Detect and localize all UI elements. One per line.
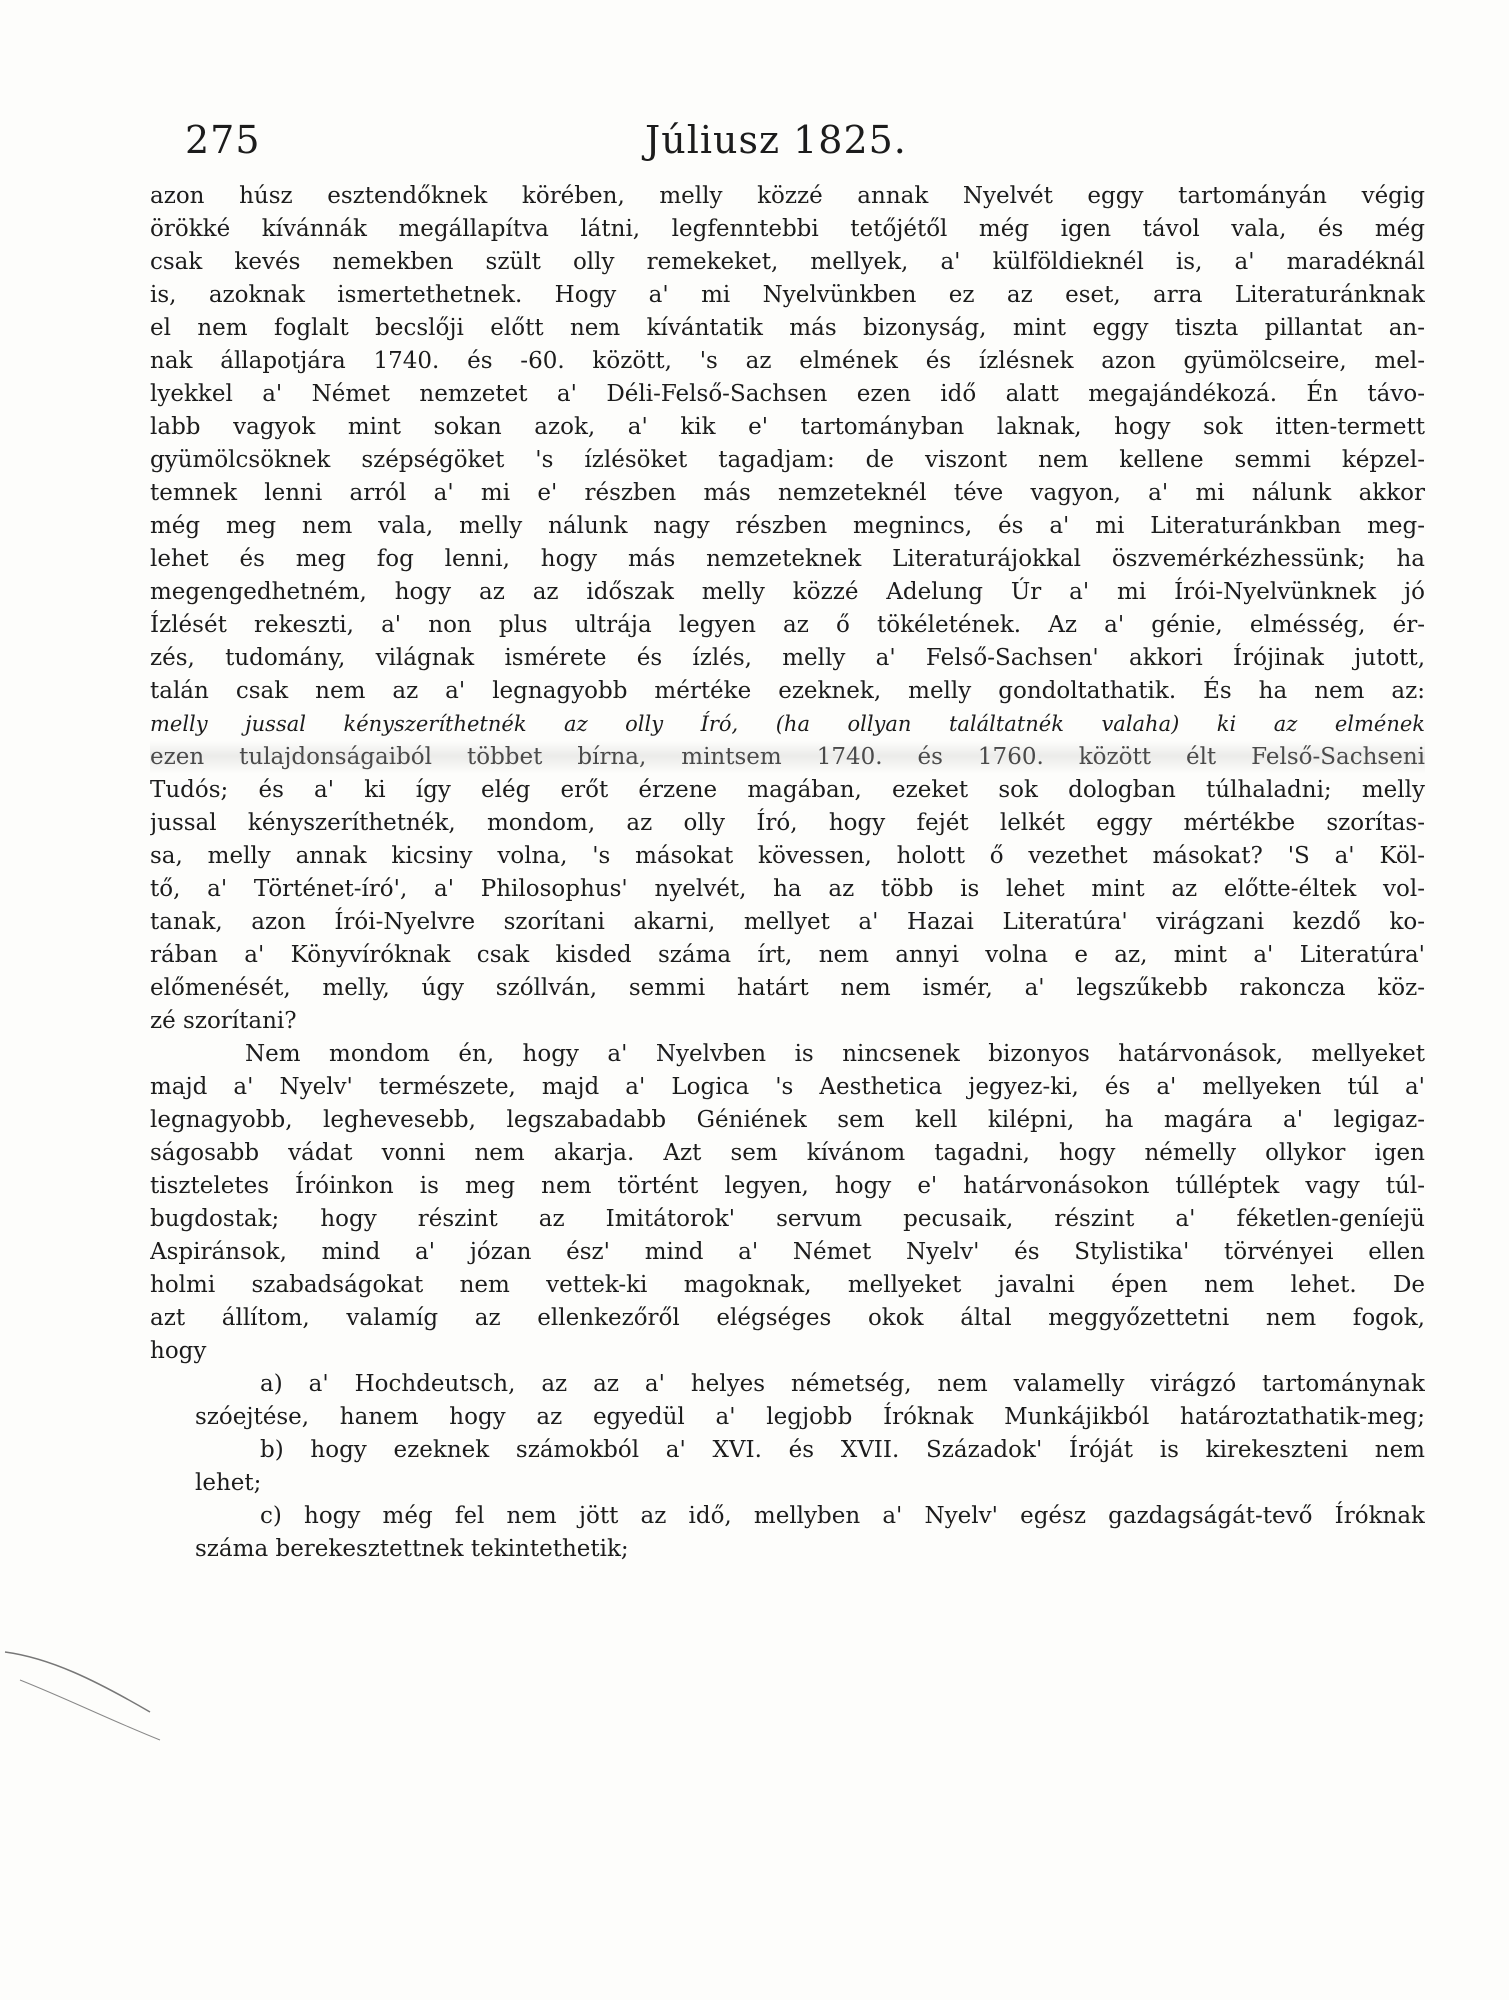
text-line: megengedhetném, hogy az az időszak melly közzé Adelung Úr a' mi Írói-Nyelvünknek jó bbox=[150, 579, 1425, 605]
text-line: örökké kívánnák megállapítva látni, legfenntebbi tetőjétől még igen távol vala, és még bbox=[150, 216, 1425, 242]
text-line: sa, melly annak kicsiny volna, 's másokat kövessen, holott ő vezethet másokat? 'S a' Köl- bbox=[150, 843, 1425, 869]
text-line: Aspiránsok, mind a' józan ész' mind a' Német Nyelv' és Stylistika' törvényei ellen bbox=[150, 1239, 1425, 1265]
text-line: el nem foglalt becslőji előtt nem kívántatik más bizonyság, mint eggy tiszta pillantat an- bbox=[150, 315, 1425, 341]
text-line: tiszteletes Íróinkon is meg nem történt legyen, hogy e' határvonásokon túlléptek vagy túl- bbox=[150, 1173, 1425, 1199]
text-line: holmi szabadságokat nem vettek-ki magoknak, mellyeket javalni épen nem lehet. De bbox=[150, 1272, 1425, 1298]
body-text bbox=[150, 180, 1425, 1566]
paragraph-end-line: hogy bbox=[150, 1338, 207, 1364]
text-line: Ízlését rekeszti, a' non plus ultrája legyen az ő tökéletének. Az a' génie, elmésség, ér- bbox=[150, 612, 1425, 638]
text-line: gyümölcsöknek szépségöket 's ízlésöket tagadjam: de viszont nem kellene semmi képzel- bbox=[150, 447, 1425, 473]
text-line: Tudós; és a' ki így elég erőt érzene magában, ezeket sok dologban túlhaladni; melly bbox=[150, 777, 1425, 803]
text-line: melly jussal kényszeríthetnék az olly Író, (ha ollyan találtatnék valaha) ki az elmének bbox=[150, 712, 1425, 736]
text-line: majd a' Nyelv' természete, majd a' Logica 's Aesthetica jegyez-ki, és a' mellyeken túl a' bbox=[150, 1074, 1425, 1100]
list-item-a-cont: szóejtése, hanem hogy az egyedül a' legjobb Íróknak Munkájikból határoztathatik-meg; bbox=[195, 1404, 1425, 1430]
text-line: rában a' Könyvíróknak csak kisded száma írt, nem annyi volna e az, mint a' Literatúra' bbox=[150, 942, 1425, 968]
margin-pencil-mark bbox=[0, 1640, 170, 1750]
text-line: talán csak nem az a' legnagyobb mértéke ezeknek, melly gondoltathatik. És ha nem az: bbox=[150, 678, 1425, 704]
running-title: Júliusz 1825. bbox=[645, 118, 907, 162]
text-line: zés, tudomány, világnak ismérete és ízlés, melly a' Felső-Sachsen' akkori Írójinak jutott, bbox=[150, 645, 1425, 671]
page-number: 275 bbox=[185, 118, 261, 162]
text-line: legnagyobb, leghevesebb, legszabadabb Géniének sem kell kilépni, ha magára a' legigaz- bbox=[150, 1107, 1425, 1133]
text-line: jussal kényszeríthetnék, mondom, az olly Író, hogy fejét lelkét eggy mértékbe szorítas- bbox=[150, 810, 1425, 836]
text-line: tő, a' Történet-író', a' Philosophus' nyelvét, ha az több is lehet mint az előtte-éltek vol- bbox=[150, 876, 1425, 902]
text-line: ságosabb vádat vonni nem akarja. Azt sem kívánom tagadni, hogy némelly ollykor igen bbox=[150, 1140, 1425, 1166]
text-line: tanak, azon Írói-Nyelvre szorítani akarni, mellyet a' Hazai Literatúra' virágzani kezdő ko- bbox=[150, 909, 1425, 935]
text-line: bugdostak; hogy részint az Imitátorok' servum pecusaik, részint a' féketlen-geníejü bbox=[150, 1206, 1425, 1232]
text-line: azt állítom, valamíg az ellenkezőről elégséges okok által meggyőzettetni nem fogok, bbox=[150, 1305, 1425, 1331]
text-line: azon húsz esztendőknek körében, melly közzé annak Nyelvét eggy tartományán végig bbox=[150, 183, 1425, 209]
text-line: lyekkel a' Német nemzetet a' Déli-Felső-Sachsen ezen idő alatt megajándékozá. Én távo- bbox=[150, 381, 1425, 407]
list-item-a: a) a' Hochdeutsch, az az a' helyes németség, nem valamelly virágzó tartománynak bbox=[260, 1371, 1425, 1397]
text-line: is, azoknak ismertethetnek. Hogy a' mi Nyelvünkben ez az eset, arra Literaturánknak bbox=[150, 282, 1425, 308]
list-item-c-cont: száma berekesztettnek tekintethetik; bbox=[195, 1536, 629, 1562]
text-line: csak kevés nemekben szült olly remekeket, mellyek, a' külföldieknél is, a' maradéknál bbox=[150, 249, 1425, 275]
text-line: temnek lenni arról a' mi e' részben más nemzeteknél téve vagyon, a' mi nálunk akkor bbox=[150, 480, 1425, 506]
list-item-c: c) hogy még fel nem jött az idő, mellyben a' Nyelv' egész gazdagságát-tevő Íróknak bbox=[260, 1503, 1425, 1529]
paragraph-end-line: zé szorítani? bbox=[150, 1008, 297, 1034]
text-line: előmenését, melly, úgy szóllván, semmi határt nem ismér, a' legszűkebb rakoncza köz- bbox=[150, 975, 1425, 1001]
text-line: labb vagyok mint sokan azok, a' kik e' tartományban laknak, hogy sok itten-termett bbox=[150, 414, 1425, 440]
text-line: még meg nem vala, melly nálunk nagy részben megnincs, és a' mi Literaturánkban meg- bbox=[150, 513, 1425, 539]
list-item-b: b) hogy ezeknek számokból a' XVI. és XVII. Századok' Íróját is kirekeszteni nem bbox=[260, 1437, 1425, 1463]
page-header bbox=[175, 118, 1415, 168]
paragraph-first-line: Nem mondom én, hogy a' Nyelvben is nincsenek bizonyos határvonások, mellyeket bbox=[245, 1041, 1425, 1067]
text-line: nak állapotjára 1740. és -60. között, 's az elmének és ízlésnek azon gyümölcseire, mel- bbox=[150, 348, 1425, 374]
list-item-b-cont: lehet; bbox=[195, 1470, 262, 1496]
text-line-smudged: ezen tulajdonságaiból többet bírna, mintsem 1740. és 1760. között élt Felső-Sachseni bbox=[150, 741, 1425, 774]
text-line: lehet és meg fog lenni, hogy más nemzeteknek Literaturájokkal öszvemérkézhessünk; ha bbox=[150, 546, 1425, 572]
